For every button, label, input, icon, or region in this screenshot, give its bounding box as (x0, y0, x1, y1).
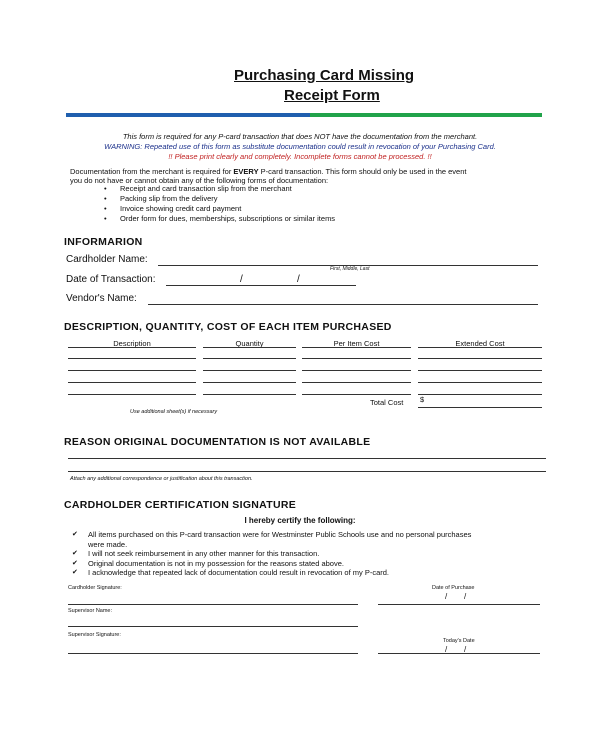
requirement-text-line2: you do not have or cannot obtain any of the following forms of documentation: (70, 176, 329, 185)
intro-warning: WARNING: Repeated use of this form as substitute documentation could result in revocation of your Purchasing Card. (104, 142, 496, 151)
table-row[interactable] (68, 347, 196, 348)
table-row[interactable] (68, 358, 196, 359)
table-row[interactable] (203, 347, 296, 348)
date-separator: / (240, 274, 243, 285)
certification-heading: CARDHOLDER CERTIFICATION SIGNATURE (64, 499, 297, 511)
currency-symbol: $ (420, 395, 425, 404)
table-row[interactable] (302, 382, 411, 383)
table-row[interactable] (68, 394, 196, 395)
checkmark-icon: ✔ (72, 559, 78, 567)
cardholder-signature-field[interactable] (68, 604, 358, 605)
cardholder-name-label: Cardholder Name: (66, 254, 148, 265)
table-row[interactable] (68, 382, 196, 383)
checkmark-icon: ✔ (72, 569, 78, 576)
items-heading: DESCRIPTION, QUANTITY, COST OF EACH ITEM PURCHASED (64, 321, 392, 333)
supervisor-signature-label: Supervisor Signature: (68, 632, 121, 638)
list-item: • Order form for dues, memberships, subscriptions or similar items (104, 214, 335, 224)
table-row[interactable] (302, 370, 411, 371)
todays-date-label: Today's Date (443, 638, 475, 644)
date-of-purchase-field[interactable] (378, 604, 540, 605)
date-separator: / (445, 645, 448, 654)
date-separator: / (464, 592, 467, 601)
table-row[interactable] (203, 358, 296, 359)
reason-note: Attach any additional correspondence or justification about this transaction. (70, 476, 253, 482)
list-item: ✔ I acknowledge that repeated lack of documentation could result in revocation of my P-card. (72, 568, 389, 577)
reason-line[interactable] (68, 471, 546, 472)
requirement-text: Documentation from the merchant is required for EVERY P-card transaction. This form should only be used in the event (70, 167, 467, 176)
table-row[interactable] (302, 394, 411, 395)
vendor-name-label: Vendor's Name: (66, 293, 137, 304)
supervisor-name-field[interactable] (68, 626, 358, 627)
list-item: • Receipt and card transaction slip from the merchant (104, 184, 335, 194)
table-row[interactable] (418, 382, 542, 383)
table-row[interactable] (302, 358, 411, 359)
additional-sheets-note: Use additional sheet(s) if necessary (130, 409, 218, 415)
form-title-line1: Purchasing Card Missing (234, 67, 415, 84)
certify-statement: I hereby certify the following: (244, 516, 356, 525)
table-row[interactable] (418, 358, 542, 359)
table-row[interactable] (418, 370, 542, 371)
cardholder-signature-label: Cardholder Signature: (68, 585, 122, 591)
checkmark-icon: ✔ (72, 531, 78, 538)
supervisor-signature-field[interactable] (68, 653, 358, 654)
list-item: • Packing slip from the delivery (104, 194, 335, 204)
checkmark-icon: ✔ (72, 550, 78, 557)
information-heading: INFORMARION (64, 236, 143, 248)
intro-line1: This form is required for any P-card transaction that does NOT have the documentation from the merchant. (122, 132, 478, 141)
date-separator: / (297, 274, 300, 285)
column-description: Description (113, 339, 151, 348)
table-row[interactable] (418, 347, 542, 348)
intro-print-note: !! Please print clearly and completely. Incomplete forms cannot be processed. !! (168, 152, 432, 161)
header-bar-green (310, 113, 542, 117)
list-item: ✔ I will not seek reimbursement in any other manner for this transaction. (72, 549, 320, 558)
vendor-name-field[interactable] (148, 304, 538, 305)
date-separator: / (464, 645, 467, 654)
list-item: • Invoice showing credit card payment (104, 204, 335, 214)
todays-date-field[interactable] (378, 653, 540, 654)
table-row[interactable] (203, 370, 296, 371)
column-extended-cost: Extended Cost (455, 339, 505, 348)
documentation-list (104, 184, 335, 224)
name-hint: First, Middle, Last (330, 266, 370, 272)
total-cost-label: Total Cost (370, 398, 404, 407)
table-row[interactable] (203, 382, 296, 383)
reason-line[interactable] (68, 458, 546, 459)
table-row[interactable] (68, 370, 196, 371)
table-row[interactable] (302, 347, 411, 348)
total-cost-field[interactable] (418, 407, 542, 408)
date-of-transaction-label: Date of Transaction: (66, 274, 156, 285)
list-item: were made. (88, 539, 128, 549)
list-item: ✔ Original documentation is not in my possession for the reasons stated above. (72, 558, 344, 568)
form-title-line2: Receipt Form (284, 87, 380, 104)
column-quantity: Quantity (235, 339, 264, 348)
date-of-purchase-label: Date of Purchase (432, 585, 475, 591)
certification-list (72, 530, 572, 578)
column-per-item-cost: Per Item Cost (333, 339, 380, 348)
table-row[interactable] (203, 394, 296, 395)
date-separator: / (445, 592, 448, 601)
table-row[interactable] (418, 394, 542, 395)
reason-heading: REASON ORIGINAL DOCUMENTATION IS NOT AVAILABLE (64, 436, 371, 448)
list-item: ✔ All items purchased on this P-card transaction were for Westminster Public Schools use and no personal purchases (72, 530, 472, 539)
header-bar-blue (66, 113, 310, 117)
supervisor-name-label: Supervisor Name: (68, 608, 113, 614)
date-of-transaction-field[interactable] (166, 285, 356, 286)
